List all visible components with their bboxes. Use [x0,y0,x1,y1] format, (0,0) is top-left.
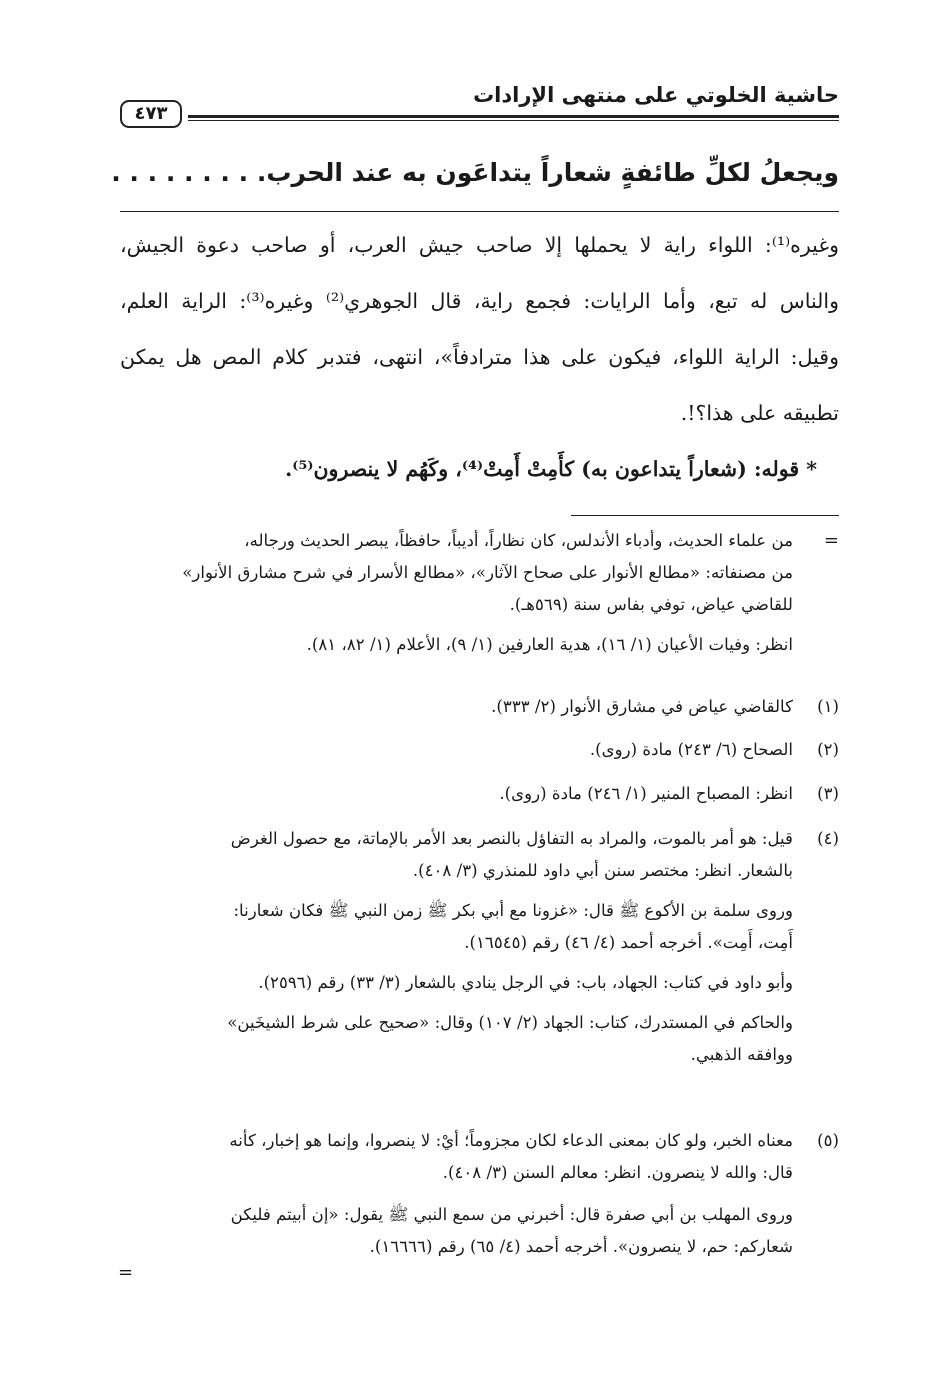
footnote-line: انظر: المصباح المنير (١/ ٢٤٦) مادة (روى). [499,784,793,803]
footnote-line: من مصنفاته: «مطالع الأنوار على صحاح الآثار»، «مطالع الأسرار في شرح مشارق الأنوار» [182,563,793,582]
qawluh-line: * قوله: (شعاراً يتداعون به) كأَمِتْ أَمِتْ⁽⁴⁾، وكَهُم لا ينصرون⁽⁵⁾. [285,457,817,481]
footnote-number: (٣) [817,784,839,803]
footnote-line: بالشعار. انظر: مختصر سنن أبي داود للمنذري (٣/ ٤٠٨). [412,861,793,880]
footnote-number: (٢) [817,740,839,759]
footnote-2 [120,735,839,767]
matn-text: ويجعلُ لكلِّ طائفةٍ شعاراً يتداعَون به عند الحرب. . . . . . . . . [111,158,839,187]
footnote-separator [571,515,839,516]
commentary-block [120,227,839,507]
commentary-line: وغيره⁽¹⁾: اللواء راية لا يحملها إلا صاحب جيش العرب، أو صاحب دعوة الجيش، [120,233,839,257]
commentary-line: تطبيقه على هذا؟!. [680,401,839,425]
page-number: ٤٧٣ [120,100,182,128]
footnote-number: (١) [817,697,839,716]
footnote-5 [120,1126,839,1264]
footnote-number: (٥) [817,1131,839,1150]
footnote-line: وأبو داود في كتاب: الجهاد، باب: في الرجل ينادي بالشعار (٣/ ٣٣) رقم (٢٥٩٦). [258,973,793,992]
matn-rule [120,211,839,212]
continuation-end-marker: = [118,1262,134,1283]
footnote-4 [120,824,839,1072]
footnote-line: أَمِت، أَمِت». أخرجه أحمد (٤/ ٤٦) رقم (١٦٥٤٥). [464,933,793,952]
footnote-line: وروى المهلب بن أبي صفرة قال: أخبرني من سمع النبي ﷺ يقول: «إن أبيتم فليكن [230,1205,793,1224]
footnote-line: قيل: هو أمر بالموت، والمراد به التفاؤل بالنصر بعد الأمر بالإماتة، مع حصول الغرض [230,829,793,848]
footnote-line: كالقاضي عياض في مشارق الأنوار (٢/ ٣٣٣). [491,697,793,716]
continuation-marker: = [823,530,839,551]
footnote-line: وروى سلمة بن الأكوع ﷺ قال: «غزونا مع أبي بكر ﷺ زمن النبي ﷺ فكان شعارنا: [233,901,793,920]
commentary-line: وقيل: الراية اللواء، فيكون على هذا مترادفاً»، انتهى، فتدبر كلام المص هل يمكن [120,345,839,369]
footnote-line: ووافقه الذهبي. [690,1045,793,1064]
footnote-line: الصحاح (٦/ ٢٤٣) مادة (روى). [589,740,793,759]
footnote-line: والحاكم في المستدرك، كتاب: الجهاد (٢/ ١٠٧) وقال: «صحيح على شرط الشيخَين» [227,1013,793,1032]
header-rule [188,115,839,121]
footnote-3 [120,779,839,811]
footnote-line: معناه الخبر، ولو كان بمعنى الدعاء لكان مجزوماً؛ أيْ: لا ينصروا، وإنما هو إخبار، كأنه [229,1131,793,1150]
commentary-line: والناس له تبع، وأما الرايات: فجمع راية، قال الجوهري⁽²⁾ وغيره⁽³⁾: الراية العلم، [120,289,839,313]
footnote-line: قال: والله لا ينصرون. انظر: معالم السنن (٣/ ٤٠٨). [442,1163,793,1182]
footnote-line: شعاركم: حم، لا ينصرون». أخرجه أحمد (٤/ ٦٥) رقم (١٦٦٦٦). [369,1237,793,1256]
footnote-number: (٤) [817,829,839,848]
footnote-continuation [120,526,839,662]
footnote-line: من علماء الحديث، وأدباء الأندلس، كان نظاراً، أديباً، حافظاً، يبصر الحديث ورجاله، [244,531,793,550]
footnote-line: انظر: وفيات الأعيان (١/ ١٦)، هدية العارفين (١/ ٩)، الأعلام (١/ ٨٢، ٨١). [306,635,793,654]
footnote-line: للقاضي عياض، توفي بفاس سنة (٥٦٩هـ). [509,595,793,614]
running-title: حاشية الخلوتي على منتهى الإرادات [473,83,839,107]
footnote-1 [120,692,839,724]
